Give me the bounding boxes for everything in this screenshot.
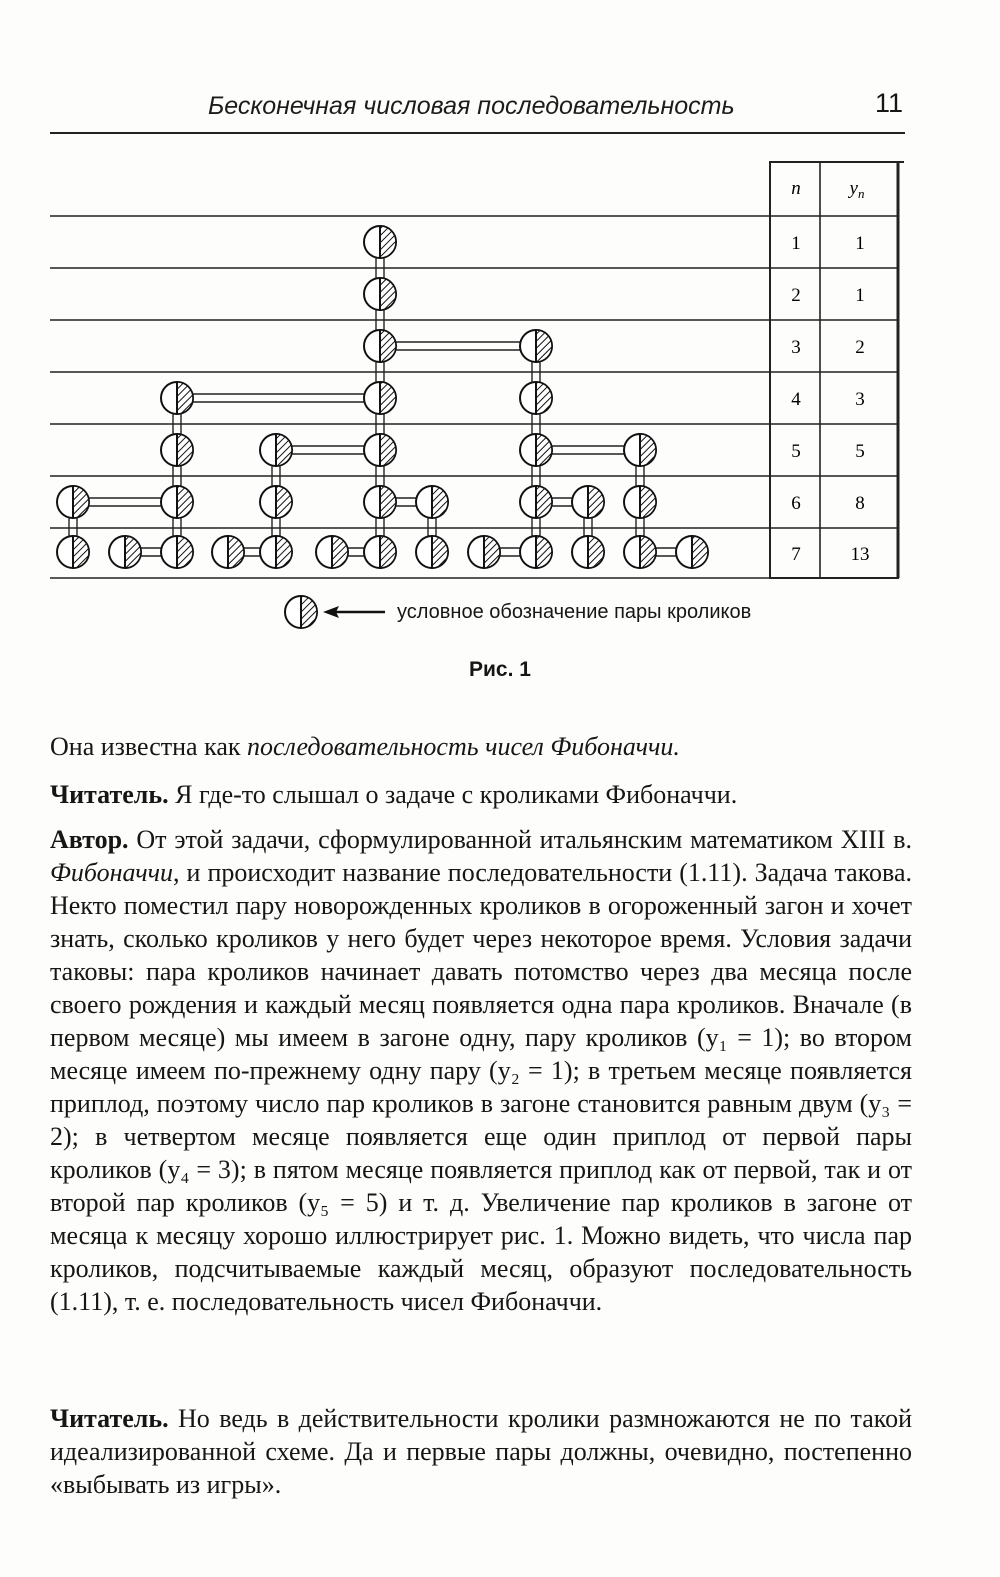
rabbit-pair bbox=[161, 434, 193, 466]
rabbit-pair bbox=[520, 536, 552, 568]
figure-caption: Рис. 1 bbox=[469, 658, 531, 681]
running-header bbox=[50, 88, 905, 134]
rabbit-pairs bbox=[57, 226, 708, 568]
rabbit-pair bbox=[364, 434, 396, 466]
running-title: Бесконечная числовая последовательность bbox=[208, 92, 735, 120]
rabbit-pair bbox=[520, 330, 552, 362]
page-number: 11 bbox=[874, 88, 903, 118]
table-cell-n: 1 bbox=[791, 233, 801, 254]
paragraph-reader-1: Читатель. Я где-то слышал о задаче с кроликами Фибоначчи. bbox=[50, 780, 738, 809]
speaker-label: Автор. bbox=[50, 825, 129, 854]
rabbit-pair bbox=[109, 536, 141, 568]
rabbit-pair bbox=[624, 536, 656, 568]
legend-text: условное обозначение пары кроликов bbox=[397, 600, 752, 623]
fibonacci-rabbit-diagram bbox=[0, 150, 1000, 590]
paragraph-intro: Она известна как последовательность чисел Фибоначчи. bbox=[50, 732, 680, 761]
table-cell-n: 3 bbox=[791, 337, 801, 358]
table-header-n: n bbox=[791, 178, 801, 199]
rabbit-pair bbox=[520, 434, 552, 466]
stem bbox=[173, 398, 181, 552]
table-cell-y: 13 bbox=[850, 544, 870, 565]
rabbit-pair bbox=[364, 330, 396, 362]
rabbit-pair bbox=[416, 486, 448, 518]
table-cell-n: 4 bbox=[791, 389, 801, 410]
rabbit-pair bbox=[572, 536, 604, 568]
rabbit-pair bbox=[364, 278, 396, 310]
table-cell-y: 8 bbox=[855, 493, 865, 514]
rabbit-pair bbox=[364, 226, 396, 258]
table-cell-y: 1 bbox=[855, 233, 865, 254]
rabbit-pair bbox=[212, 536, 244, 568]
rabbit-pair bbox=[161, 382, 193, 414]
rabbit-pair bbox=[260, 486, 292, 518]
table-cell-y: 5 bbox=[855, 441, 865, 462]
rabbit-pair bbox=[572, 486, 604, 518]
table-cell-y: 3 bbox=[855, 389, 865, 410]
rabbit-pair bbox=[416, 536, 448, 568]
rabbit-pair bbox=[316, 536, 348, 568]
table-cell-n: 6 bbox=[791, 493, 801, 514]
link bbox=[177, 394, 380, 402]
rabbit-pair bbox=[161, 536, 193, 568]
arrow-left-icon bbox=[323, 605, 385, 619]
rabbit-pair bbox=[260, 434, 292, 466]
table-cell-y: 2 bbox=[855, 337, 865, 358]
rabbit-pair bbox=[57, 486, 89, 518]
rabbit-pair bbox=[624, 434, 656, 466]
paragraph-reader-2: Читатель. Но ведь в действительности кролики размножаются не по такой идеализированной схеме. Да и первые пары должны, очевидно, постепенно «выбывать из игры». bbox=[50, 1404, 912, 1499]
speaker-label: Читатель. bbox=[50, 780, 169, 809]
rabbit-pair bbox=[624, 486, 656, 518]
rabbit-pair bbox=[468, 536, 500, 568]
table-cell-y: 1 bbox=[855, 285, 865, 306]
rabbit-pair bbox=[161, 486, 193, 518]
table-cell-n: 7 bbox=[791, 544, 801, 565]
month-lines bbox=[50, 216, 770, 578]
rabbit-pair bbox=[520, 486, 552, 518]
table-cell-n: 5 bbox=[791, 441, 801, 462]
rabbit-pair bbox=[364, 382, 396, 414]
rabbit-pair-icon bbox=[283, 594, 319, 630]
rabbit-pair bbox=[364, 536, 396, 568]
table-cell-n: 2 bbox=[791, 285, 801, 306]
rabbit-pair bbox=[57, 536, 89, 568]
link bbox=[380, 342, 536, 350]
fibonacci-table bbox=[770, 162, 904, 578]
rabbit-pair bbox=[364, 486, 396, 518]
table-header-y: $y_n$ bbox=[849, 178, 865, 201]
rabbit-pair bbox=[520, 382, 552, 414]
rabbit-pair bbox=[260, 536, 292, 568]
figure-legend bbox=[283, 592, 751, 632]
rabbit-pair bbox=[676, 536, 708, 568]
paragraph-author: Автор. От этой задачи, сформулированной итальянским математиком XIII в. Фибоначчи, и происходит название последовательности (1.11). Задача такова. Некто поместил пару новорожденных кроликов в огороженный загон и хочет знать, сколько кроликов у него будет через некоторое время. Условия задачи таковы: пара кроликов начинает давать потомство через два месяца после своего рождения и каждый месяц появляется одна пара кроликов. Вначале (в первом месяце) мы имеем в загоне одну, пару кроликов (y₁ = 1); во втором месяце имеем по-прежнему одну пару (y₂ = 1); в третьем месяце появляется приплод, поэтому число пар кроликов в загоне становится равным двум (y₃ = 2); в четвертом месяце появляется еще один приплод от первой пары кроликов (y₄ = 3); в пятом месяце появляется приплод как от первой, так и от второй пар кроликов (y₅ = 5) и т. д. Увеличение пар кроликов в загоне от месяца к месяцу хорошо иллюстрирует рис. 1. Можно видеть, что числа пар кроликов, подсчитываемые каждый месяц, образуют последовательность (1.11), т. е. последовательность чисел Фибоначчи. bbox=[50, 825, 912, 1316]
speaker-label: Читатель. bbox=[50, 1404, 169, 1433]
